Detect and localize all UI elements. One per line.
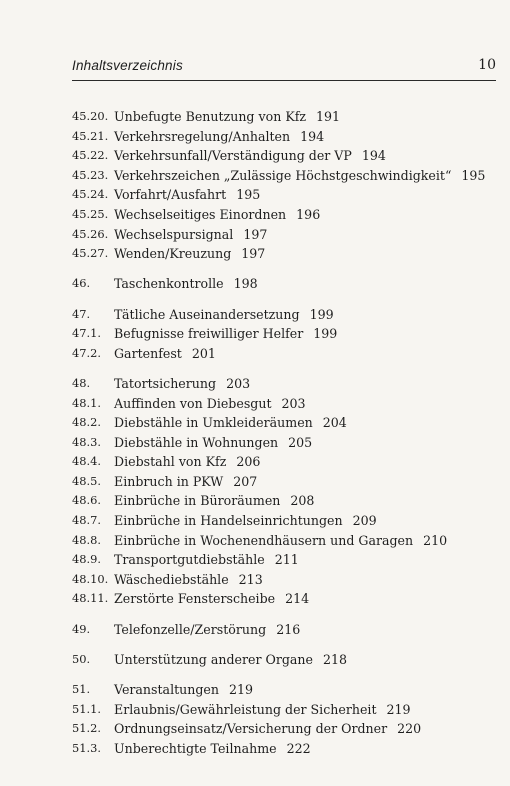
toc-entry-text [114,589,309,609]
toc-entry-number: 45.24. [72,187,109,202]
toc-entry-page: 191 [316,109,341,124]
toc-entry-page: 216 [276,621,301,637]
toc-entry-page: 214 [285,591,310,607]
toc-entry-title: Wechselspursignal [114,226,234,242]
toc-entry-number: 48.2. [72,415,101,430]
toc-entry [72,650,502,670]
toc-entry-page: 203 [226,375,251,391]
toc-entry-title: Unberechtigte Teilnahme [114,740,277,756]
toc-entry-page: 203 [281,395,306,411]
toc-entry-number: 48.6. [72,493,101,508]
toc-entry-text [114,146,386,166]
toc-entry-title: Unterstützung anderer Organe [114,651,313,667]
toc-entry-number: 51.2. [72,721,101,736]
toc-entry-text [114,374,250,394]
toc-entry-title: Diebstähle in Umkleideräumen [114,415,313,431]
toc-entry [72,127,502,147]
toc-entry-text [114,127,324,147]
toc-entry-number: 45.26. [72,226,109,241]
page-header [72,56,496,81]
toc-entry-number: 45.22. [72,148,109,163]
toc-entry-text [114,452,260,472]
toc-entry-title: Verkehrsregelung/Anhalten [114,128,291,144]
toc-entry-number: 51.3. [72,740,101,755]
toc-entry-text [114,166,485,186]
toc-entry [72,620,502,640]
toc-entry-number: 45.25. [72,206,109,221]
toc-entry [72,205,502,225]
toc-entry-page: 194 [361,148,386,164]
toc-entry-title: Verkehrszeichen „Zulässige Höchstgeschwindigkeit“ [114,167,452,183]
toc-entry [72,433,502,453]
toc-entry-page: 213 [238,571,263,587]
toc-entry-title: Tatortsicherung [114,375,217,391]
toc-entry-title: Taschenkontrolle [114,276,224,292]
toc-entry [72,344,502,364]
page-title: Inhaltsverzeichnis [72,58,183,73]
toc-entry-text [114,700,411,720]
toc-entry-page: 201 [191,345,216,361]
toc-entry [72,511,502,531]
toc-entry [72,107,502,127]
toc-entry-page: 209 [352,513,377,529]
toc-entry-title: Diebstahl von Kfz [114,454,227,470]
toc-entry-title: Veranstaltungen [114,682,219,697]
toc-entry-number: 50. [72,651,91,666]
toc-entry-title: Ordnungseinsatz/Versicherung der Ordner [114,721,388,737]
toc-entry-text [114,570,263,590]
toc-entry-number: 48.8. [72,532,101,547]
toc-entry [72,225,502,245]
toc-entry-text [114,680,253,700]
toc-entry-text [114,305,334,325]
toc-entry [72,452,502,472]
toc-entry [72,374,502,394]
toc-entry-text [114,394,306,414]
toc-entry [72,570,502,590]
toc-entry-page: 219 [229,682,254,697]
toc-entry-page: 204 [322,415,347,431]
toc-entry-title: Auffinden von Diebesgut [114,395,272,411]
toc-entry [72,680,502,700]
toc-entry-number: 45.23. [72,167,109,182]
toc-entry-title: Einbruch in PKW [114,473,224,489]
toc-entry-text [114,274,258,294]
toc-entry-text [114,324,337,344]
toc-entry [72,146,502,166]
toc-entry-text [114,620,300,640]
toc-entry-text [114,650,347,670]
toc-entry [72,413,502,433]
toc-entry-text [114,413,347,433]
toc-entry-page: 199 [309,306,334,322]
toc-entry-number: 48.7. [72,513,101,528]
toc-entry [72,305,502,325]
toc-entry-text [114,344,216,364]
toc-entry-page: 198 [233,276,258,292]
toc-entry-number: 51.1. [72,701,101,716]
toc-entry-title: Einbrüche in Handelseinrichtungen [114,513,343,529]
toc-entry-title: Wenden/Kreuzung [114,246,232,262]
toc-entry-number: 51. [72,682,91,696]
toc-entry [72,719,502,739]
toc-entry [72,394,502,414]
toc-entry-title: Vorfahrt/Ausfahrt [114,187,227,203]
toc-entry-page: 196 [296,206,321,222]
toc-entry [72,274,502,294]
toc-entry-page: 210 [423,532,448,548]
toc-entry [72,531,502,551]
toc-entry-page: 211 [274,552,299,568]
toc-entry-page: 199 [313,326,338,342]
toc-entry-title: Diebstähle in Wohnungen [114,434,279,450]
toc-entry-text [114,225,267,245]
toc-entry-text [114,719,421,739]
toc-entry-page: 206 [236,454,261,470]
toc-entry-number: 48. [72,375,91,390]
toc-entry [72,700,502,720]
toc-entry-text [114,433,312,453]
page-number: 10 [478,57,496,73]
toc-entry-number: 45.20. [72,109,109,123]
toc-entry-number: 45.21. [72,128,109,143]
toc-entry-page: 195 [236,187,261,203]
toc-entry-number: 48.5. [72,473,101,488]
toc-entry-page: 207 [233,473,258,489]
toc-entry [72,166,502,186]
toc-entry-text [114,185,260,205]
toc-entry-page: 197 [241,246,266,262]
toc-entry-title: Wäschediebstähle [114,571,229,587]
toc-entry-page: 195 [461,167,486,183]
toc-entry-title: Verkehrsunfall/Verständigung der VP [114,148,352,164]
toc-entry-title: Telefonzelle/Zerstörung [114,621,267,637]
toc-entry [72,244,502,264]
toc-entry-page: 222 [286,740,311,756]
toc-entry-title: Tätliche Auseinandersetzung [114,306,300,322]
toc-entry-title: Transportgutdiebstähle [114,552,265,568]
toc-entry-text [114,531,447,551]
toc-entry-page: 197 [243,226,268,242]
toc-entry-title: Erlaubnis/Gewährleistung der Sicherheit [114,701,377,717]
toc-entry-number: 48.11. [72,591,109,606]
toc-entry-text [114,550,299,570]
toc-entry-text [114,491,314,511]
toc-entry-title: Unbefugte Benutzung von Kfz [114,109,307,124]
toc-entry [72,550,502,570]
toc-entry-text [114,244,265,264]
toc-entry-number: 48.3. [72,434,101,449]
toc-entry-number: 47.2. [72,345,101,360]
toc-entry-title: Zerstörte Fensterscheibe [114,591,276,607]
toc-entry-text [114,511,377,531]
toc-entry [72,589,502,609]
toc-entry-page: 220 [397,721,422,737]
toc-entry [72,324,502,344]
toc-entry-page: 208 [290,493,315,509]
toc-entry-title: Wechselseitiges Einordnen [114,206,287,222]
toc-entry-number: 48.1. [72,395,101,410]
toc-entry-text [114,739,311,759]
toc-entry-text [114,472,257,492]
toc-list [72,107,502,758]
toc-entry-number: 45.27. [72,246,109,261]
toc-entry-text [114,107,340,127]
toc-entry-number: 49. [72,621,91,636]
toc-entry-title: Befugnisse freiwilliger Helfer [114,326,304,342]
toc-entry-number: 48.4. [72,454,101,469]
toc-entry-number: 46. [72,276,91,291]
toc-entry-title: Gartenfest [114,345,182,361]
toc-entry-title: Einbrüche in Wochenendhäusern und Garagen [114,532,414,548]
toc-entry-number: 48.9. [72,552,101,567]
toc-entry-number: 48.10. [72,571,109,586]
toc-entry-number: 47. [72,306,91,321]
toc-entry-page: 219 [386,701,411,717]
toc-entry-title: Einbrüche in Büroräumen [114,493,281,509]
toc-entry-page: 218 [323,651,348,667]
toc-entry [72,472,502,492]
toc-entry-number: 47.1. [72,326,101,341]
toc-entry [72,739,502,759]
toc-entry [72,185,502,205]
toc-entry-page: 205 [288,434,313,450]
toc-entry-text [114,205,320,225]
toc-entry [72,491,502,511]
toc-entry-page: 194 [300,128,325,144]
